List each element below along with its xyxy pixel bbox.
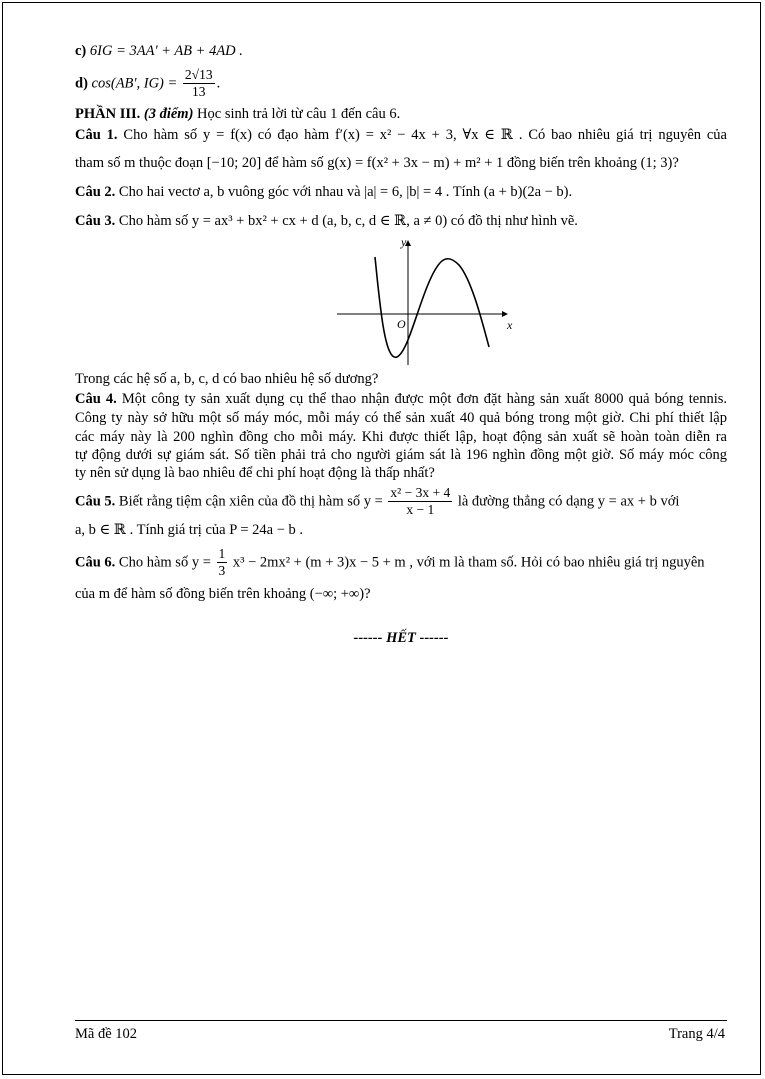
question-5-text-post: là đường thẳng có dạng y = ax + b với <box>457 493 680 510</box>
question-4-line-3 <box>75 428 727 447</box>
cubic-curve <box>375 257 489 357</box>
question-4-label: Câu 4. <box>75 391 117 407</box>
item-c <box>75 42 243 61</box>
question-1-text-2: tham số m thuộc đoạn [−10; 20] để hàm số g(x) = f(x² + 3x − m) + m² + 1 đồng biến trên khoảng (1; 3)? <box>75 155 679 171</box>
item-d-tail: . <box>216 75 221 92</box>
part3-instruction: Học sinh trả lời từ câu 1 đến câu 6. <box>197 106 401 122</box>
question-1-line-2 <box>75 154 679 173</box>
question-1-line-1 <box>75 126 727 145</box>
page-number: Trang 4/4 <box>668 1026 725 1042</box>
question-6-denominator: 3 <box>218 563 226 579</box>
question-5-text-2: a, b ∈ ℝ . Tính giá trị của P = 24a − b . <box>75 522 304 538</box>
cubic-graph-figure <box>335 237 525 367</box>
question-5-text-pre: Biết rằng tiệm cận xiên của đồ thị hàm số y = <box>118 493 383 510</box>
question-4-line-1 <box>75 390 727 409</box>
question-2-label: Câu 2. <box>75 184 116 200</box>
part3-points: (3 điểm) <box>143 106 194 122</box>
question-3-question: Trong các hệ số a, b, c, d có bao nhiêu hệ số dương? <box>75 371 379 387</box>
item-d-formula: cos(AB', IG) = <box>91 75 178 92</box>
question-3-label: Câu 3. <box>75 213 116 229</box>
part3-heading <box>75 105 400 124</box>
end-mark: ------ HẾT ------ <box>353 630 449 646</box>
item-d-label: d) <box>75 75 88 92</box>
question-4-text-2: Công ty này sở hữu một số máy móc, mỗi máy có thể sản xuất 40 quả bóng trong một giờ. Chi phí thiết lập <box>75 410 727 426</box>
question-3-ask <box>75 370 378 389</box>
question-6-text-2: của m để hàm số đồng biến trên khoảng (−∞; +∞)? <box>75 586 371 602</box>
item-d-denominator: 13 <box>192 84 206 100</box>
question-5-fraction <box>388 485 452 519</box>
question-5-label: Câu 5. <box>75 493 116 510</box>
question-1-text: Cho hàm số y = f(x) có đạo hàm f′(x) = x² − 4x + 3, ∀x ∈ ℝ . Có bao nhiêu giá trị nguyên của <box>123 127 727 143</box>
graph-origin-label: O <box>397 317 406 331</box>
question-4-text-4: tự động dưới sự giám sát. Số tiền phải trả cho người giám sát là 196 nghìn đồng một giờ. Số máy móc công <box>75 447 727 463</box>
question-4-line-5 <box>75 464 435 483</box>
part3-title: PHẦN III. <box>75 106 141 122</box>
question-6-text-pre: Cho hàm số y = <box>118 554 211 571</box>
question-4-line-2 <box>75 409 727 428</box>
question-3-text: Cho hàm số y = ax³ + bx² + cx + d (a, b, c, d ∈ ℝ, a ≠ 0) có đồ thị như hình vẽ. <box>118 213 578 229</box>
question-4-text-1: Một công ty sản xuất dụng cụ thể thao nhận được một đơn đặt hàng sản xuất 8000 quả bóng tennis. <box>121 391 727 407</box>
graph-x-label: x <box>507 318 513 332</box>
question-5-line-1 <box>75 485 727 519</box>
graph-y-label: y <box>401 237 407 249</box>
item-d <box>75 67 220 101</box>
question-4-line-4 <box>75 446 727 465</box>
question-6-numerator: 1 <box>217 546 228 563</box>
question-6-text-post: x³ − 2mx² + (m + 3)x − 5 + m , với m là tham số. Hỏi có bao nhiêu giá trị nguyên <box>232 554 705 571</box>
question-4-text-5: ty nên sử dụng là bao nhiêu để chi phí hoạt động là thấp nhất? <box>75 465 435 481</box>
question-5-numerator: x² − 3x + 4 <box>388 485 452 502</box>
question-6-line-2 <box>75 585 371 604</box>
item-d-fraction <box>183 67 215 101</box>
item-d-numerator: 2√13 <box>183 67 215 84</box>
question-2-text: Cho hai vectơ a, b vuông góc với nhau và |a| = 6, |b| = 4 . Tính (a + b)(2a − b). <box>118 184 573 200</box>
item-c-formula: 6IG = 3AA' + AB + 4AD . <box>89 43 243 59</box>
question-6-line-1 <box>75 546 705 580</box>
question-1-label: Câu 1. <box>75 127 118 143</box>
question-2 <box>75 183 572 202</box>
question-3 <box>75 212 578 231</box>
item-c-label: c) <box>75 43 87 59</box>
question-6-fraction <box>217 546 228 580</box>
question-5-line-2 <box>75 521 303 540</box>
question-6-label: Câu 6. <box>75 554 116 571</box>
question-4-text-3: các máy này là 200 nghìn đồng cho mỗi máy. Khi được thiết lập, hoạt động sản xuất sẽ hoàn toàn diễn ra <box>75 429 727 445</box>
question-5-denominator: x − 1 <box>406 502 435 518</box>
exam-code: Mã đề 102 <box>75 1026 138 1042</box>
footer-divider <box>75 1020 727 1021</box>
